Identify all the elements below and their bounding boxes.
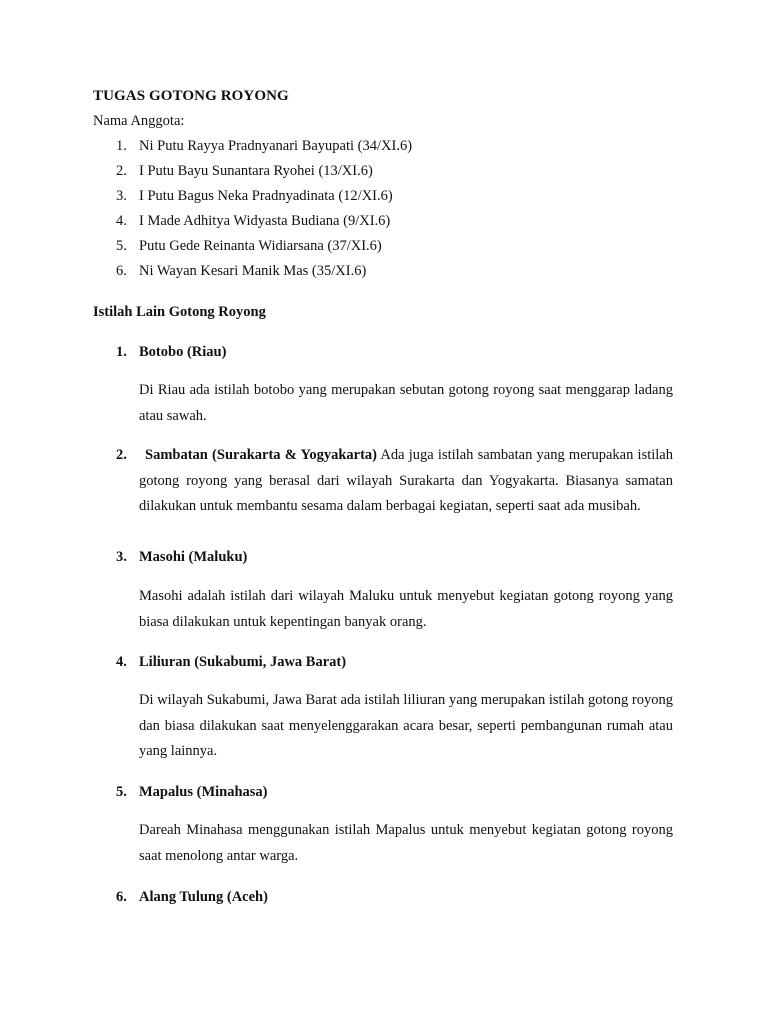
member-name: I Putu Bayu Sunantara Ryohei (13/XI.6) xyxy=(139,163,373,179)
term-description: Ada juga istilah sambatan yang merupakan istilah gotong royong yang berasal dari wilayah Surakarta dan Yogyakarta. Biasanya samatan dilakukan untuk membantu sesama dalam berbagai kegiatan, seperti saat ada musibah. xyxy=(139,447,673,514)
term-title: Masohi (Maluku) xyxy=(139,549,248,565)
term-title: Mapalus (Minahasa) xyxy=(139,784,268,800)
members-label: Nama Anggota: xyxy=(93,113,185,129)
list-number: 6. xyxy=(116,263,127,279)
member-name: Ni Putu Rayya Pradnyanari Bayupati (34/XI.6) xyxy=(139,138,413,154)
member-name: Putu Gede Reinanta Widiarsana (37/XI.6) xyxy=(139,238,382,254)
term-title: Liliuran (Sukabumi, Jawa Barat) xyxy=(139,654,347,670)
term-title: Sambatan (Surakarta & Yogyakarta) xyxy=(145,447,377,463)
member-name: Ni Wayan Kesari Manik Mas (35/XI.6) xyxy=(139,263,367,279)
section-heading: Istilah Lain Gotong Royong xyxy=(93,304,266,320)
term-description: Dareah Minahasa menggunakan istilah Mapalus untuk menyebut kegiatan gotong royong saat menolong antar warga. xyxy=(139,822,673,864)
term-description: Di Riau ada istilah botobo yang merupakan sebutan gotong royong saat menggarap ladang atau sawah. xyxy=(139,382,673,424)
list-number: 2. xyxy=(116,163,127,179)
list-number: 2. xyxy=(116,447,127,463)
term-description: Di wilayah Sukabumi, Jawa Barat ada istilah liliuran yang merupakan istilah gotong royong dan biasa dilakukan saat menyelenggarakan acara besar, seperti pembangunan rumah atau yang lainnya. xyxy=(139,692,673,759)
member-name: I Made Adhitya Widyasta Budiana (9/XI.6) xyxy=(139,213,391,229)
list-number: 5. xyxy=(116,238,127,254)
term-title: Alang Tulung (Aceh) xyxy=(139,889,268,905)
list-number: 4. xyxy=(116,654,127,670)
list-number: 3. xyxy=(116,549,127,565)
list-number: 5. xyxy=(116,784,127,800)
list-number: 3. xyxy=(116,188,127,204)
list-number: 1. xyxy=(116,344,127,360)
list-number: 6. xyxy=(116,889,127,905)
term-title: Botobo (Riau) xyxy=(139,344,227,360)
member-name: I Putu Bagus Neka Pradnyadinata (12/XI.6) xyxy=(139,188,393,204)
list-number: 4. xyxy=(116,213,127,229)
list-number: 1. xyxy=(116,138,127,154)
term-description: Masohi adalah istilah dari wilayah Maluku untuk menyebut kegiatan gotong royong yang biasa dilakukan untuk kepentingan banyak orang. xyxy=(139,588,673,630)
term-paragraph xyxy=(139,443,673,520)
document-title: TUGAS GOTONG ROYONG xyxy=(93,88,289,104)
